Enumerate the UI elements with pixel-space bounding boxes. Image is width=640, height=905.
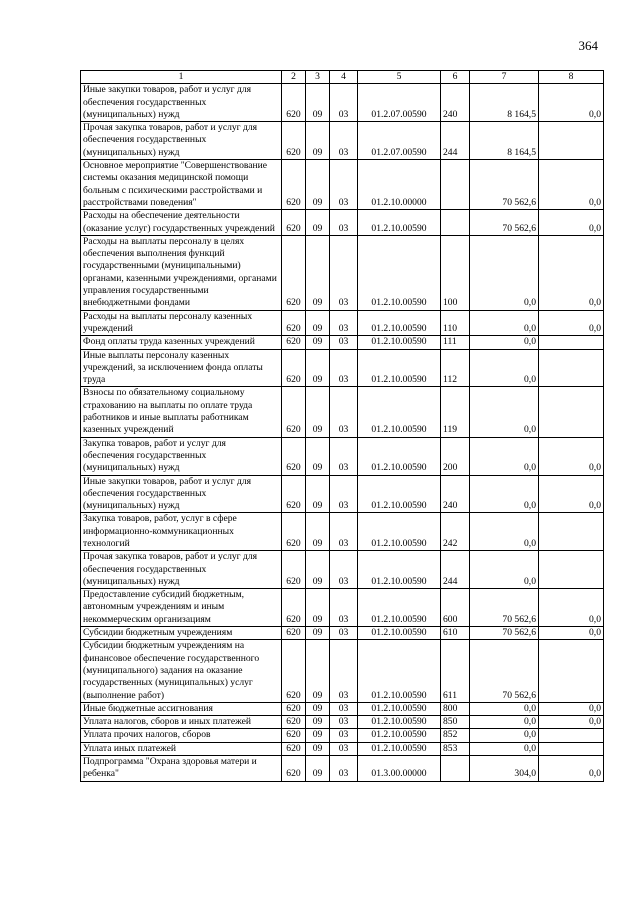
code-2-cell: 620 — [282, 551, 306, 589]
expense-name-cell: Расходы на обеспечение деятельности (оказание услуг) государственных учреждений — [81, 210, 282, 236]
expense-type-cell: 111 — [441, 336, 470, 349]
expense-type-cell: 611 — [441, 640, 470, 702]
table-row — [81, 475, 604, 513]
amount-cell: 70 562,6 — [470, 210, 539, 236]
code-4-cell: 03 — [330, 122, 358, 160]
amount-2-cell — [539, 551, 604, 589]
code-2-cell: 620 — [282, 640, 306, 702]
code-2-cell: 620 — [282, 756, 306, 782]
target-code-cell: 01.2.10.00590 — [358, 716, 441, 729]
expense-type-cell: 800 — [441, 702, 470, 715]
table-row — [81, 235, 604, 310]
amount-2-cell: 0,0 — [539, 84, 604, 122]
expense-name-cell: Иные бюджетные ассигнования — [81, 702, 282, 715]
code-4-cell: 03 — [330, 640, 358, 702]
amount-2-cell: 0,0 — [539, 627, 604, 640]
code-2-cell: 620 — [282, 160, 306, 210]
code-3-cell: 09 — [306, 640, 330, 702]
amount-2-cell: 0,0 — [539, 589, 604, 627]
target-code-cell: 01.2.10.00590 — [358, 551, 441, 589]
target-code-cell: 01.2.07.00590 — [358, 122, 441, 160]
target-code-cell: 01.2.10.00000 — [358, 160, 441, 210]
amount-2-cell: 0,0 — [539, 702, 604, 715]
target-code-cell: 01.2.10.00590 — [358, 310, 441, 336]
amount-2-cell: 0,0 — [539, 716, 604, 729]
target-code-cell: 01.2.10.00590 — [358, 627, 441, 640]
expense-name-cell: Уплата налогов, сборов и иных платежей — [81, 716, 282, 729]
code-4-cell: 03 — [330, 742, 358, 755]
amount-2-cell: 0,0 — [539, 160, 604, 210]
table-body — [81, 84, 604, 781]
expense-name-cell: Субсидии бюджетным учреждениям — [81, 627, 282, 640]
target-code-cell: 01.2.10.00590 — [358, 513, 441, 551]
code-4-cell: 03 — [330, 336, 358, 349]
expense-name-cell: Уплата прочих налогов, сборов — [81, 729, 282, 742]
table-row — [81, 387, 604, 437]
code-4-cell: 03 — [330, 513, 358, 551]
expense-type-cell: 244 — [441, 551, 470, 589]
amount-cell: 0,0 — [470, 551, 539, 589]
target-code-cell: 01.2.10.00590 — [358, 387, 441, 437]
code-3-cell: 09 — [306, 729, 330, 742]
code-4-cell: 03 — [330, 349, 358, 387]
column-header-8: 8 — [539, 71, 604, 84]
table-row — [81, 84, 604, 122]
table-row — [81, 589, 604, 627]
code-2-cell: 620 — [282, 589, 306, 627]
amount-cell: 8 164,5 — [470, 122, 539, 160]
table-row — [81, 702, 604, 715]
table-row — [81, 716, 604, 729]
code-2-cell: 620 — [282, 387, 306, 437]
code-3-cell: 09 — [306, 513, 330, 551]
code-4-cell: 03 — [330, 387, 358, 437]
code-3-cell: 09 — [306, 84, 330, 122]
expense-type-cell: 244 — [441, 122, 470, 160]
target-code-cell: 01.2.10.00590 — [358, 437, 441, 475]
amount-2-cell — [539, 349, 604, 387]
table-row — [81, 437, 604, 475]
amount-cell: 70 562,6 — [470, 640, 539, 702]
column-header-4: 4 — [330, 71, 358, 84]
code-2-cell: 620 — [282, 122, 306, 160]
expense-type-cell: 853 — [441, 742, 470, 755]
expense-type-cell: 119 — [441, 387, 470, 437]
expense-name-cell: Иные закупки товаров, работ и услуг для обеспечения государственных (муниципальных) нужд — [81, 475, 282, 513]
expense-name-cell: Прочая закупка товаров, работ и услуг для обеспечения государственных (муниципальных) нужд — [81, 122, 282, 160]
amount-2-cell — [539, 122, 604, 160]
target-code-cell: 01.2.07.00590 — [358, 84, 441, 122]
amount-2-cell — [539, 729, 604, 742]
column-header-6: 6 — [441, 71, 470, 84]
code-4-cell: 03 — [330, 756, 358, 782]
amount-cell: 0,0 — [470, 437, 539, 475]
amount-cell: 0,0 — [470, 310, 539, 336]
amount-cell: 70 562,6 — [470, 160, 539, 210]
expense-name-cell: Подпрограмма "Охрана здоровья матери и ребенка" — [81, 756, 282, 782]
code-3-cell: 09 — [306, 336, 330, 349]
table-header-row — [81, 71, 604, 84]
table-row — [81, 349, 604, 387]
expense-name-cell: Закупка товаров, работ, услуг в сфере информационно-коммуникационных технологий — [81, 513, 282, 551]
target-code-cell: 01.2.10.00590 — [358, 702, 441, 715]
amount-cell: 0,0 — [470, 702, 539, 715]
expense-type-cell: 610 — [441, 627, 470, 640]
expense-name-cell: Иные закупки товаров, работ и услуг для обеспечения государственных (муниципальных) нужд — [81, 84, 282, 122]
code-3-cell: 09 — [306, 589, 330, 627]
amount-cell: 0,0 — [470, 475, 539, 513]
target-code-cell: 01.2.10.00590 — [358, 589, 441, 627]
code-3-cell: 09 — [306, 716, 330, 729]
expense-name-cell: Расходы на выплаты персоналу в целях обеспечения выполнения функций государственными (муниципальными) органами, казенными учреждениями, органами управления государственными внебюджетными фондами — [81, 235, 282, 310]
code-4-cell: 03 — [330, 551, 358, 589]
amount-cell: 70 562,6 — [470, 627, 539, 640]
expense-name-cell: Предоставление субсидий бюджетным, автономным учреждениям и иным некоммерческим организациям — [81, 589, 282, 627]
amount-2-cell: 0,0 — [539, 235, 604, 310]
target-code-cell: 01.3.00.00000 — [358, 756, 441, 782]
column-header-2: 2 — [282, 71, 306, 84]
amount-cell: 304,0 — [470, 756, 539, 782]
expense-name-cell: Взносы по обязательному социальному страхованию на выплаты по оплате труда работников и иные выплаты работникам казенных учреждений — [81, 387, 282, 437]
amount-2-cell: 0,0 — [539, 310, 604, 336]
expense-type-cell — [441, 210, 470, 236]
amount-cell: 0,0 — [470, 513, 539, 551]
code-3-cell: 09 — [306, 627, 330, 640]
expense-type-cell: 850 — [441, 716, 470, 729]
table-row — [81, 640, 604, 702]
code-2-cell: 620 — [282, 475, 306, 513]
table-row — [81, 122, 604, 160]
amount-cell: 0,0 — [470, 235, 539, 310]
code-2-cell: 620 — [282, 336, 306, 349]
amount-2-cell: 0,0 — [539, 210, 604, 236]
code-3-cell: 09 — [306, 310, 330, 336]
code-3-cell: 09 — [306, 742, 330, 755]
amount-2-cell: 0,0 — [539, 437, 604, 475]
amount-cell: 70 562,6 — [470, 589, 539, 627]
expense-type-cell: 242 — [441, 513, 470, 551]
expense-type-cell: 100 — [441, 235, 470, 310]
column-header-1: 1 — [81, 71, 282, 84]
amount-2-cell: 0,0 — [539, 475, 604, 513]
expense-name-cell: Прочая закупка товаров, работ и услуг для обеспечения государственных (муниципальных) нужд — [81, 551, 282, 589]
target-code-cell: 01.2.10.00590 — [358, 475, 441, 513]
code-3-cell: 09 — [306, 702, 330, 715]
code-4-cell: 03 — [330, 437, 358, 475]
code-3-cell: 09 — [306, 160, 330, 210]
amount-cell: 0,0 — [470, 349, 539, 387]
table-row — [81, 551, 604, 589]
code-4-cell: 03 — [330, 210, 358, 236]
target-code-cell: 01.2.10.00590 — [358, 349, 441, 387]
table-row — [81, 627, 604, 640]
expense-name-cell: Иные выплаты персоналу казенных учреждений, за исключением фонда оплаты труда — [81, 349, 282, 387]
code-3-cell: 09 — [306, 122, 330, 160]
amount-2-cell — [539, 742, 604, 755]
code-2-cell: 620 — [282, 627, 306, 640]
target-code-cell: 01.2.10.00590 — [358, 742, 441, 755]
amount-cell: 0,0 — [470, 742, 539, 755]
amount-cell: 0,0 — [470, 729, 539, 742]
code-3-cell: 09 — [306, 475, 330, 513]
target-code-cell: 01.2.10.00590 — [358, 210, 441, 236]
table-row — [81, 742, 604, 755]
code-3-cell: 09 — [306, 551, 330, 589]
code-4-cell: 03 — [330, 729, 358, 742]
target-code-cell: 01.2.10.00590 — [358, 235, 441, 310]
amount-cell: 0,0 — [470, 716, 539, 729]
code-2-cell: 620 — [282, 437, 306, 475]
code-2-cell: 620 — [282, 84, 306, 122]
amount-cell: 8 164,5 — [470, 84, 539, 122]
table-row — [81, 729, 604, 742]
code-2-cell: 620 — [282, 716, 306, 729]
expense-type-cell — [441, 756, 470, 782]
code-2-cell: 620 — [282, 729, 306, 742]
expense-type-cell: 110 — [441, 310, 470, 336]
code-2-cell: 620 — [282, 513, 306, 551]
amount-2-cell — [539, 513, 604, 551]
amount-2-cell — [539, 640, 604, 702]
target-code-cell: 01.2.10.00590 — [358, 729, 441, 742]
code-2-cell: 620 — [282, 742, 306, 755]
expense-name-cell: Фонд оплаты труда казенных учреждений — [81, 336, 282, 349]
table-row — [81, 336, 604, 349]
budget-table — [80, 70, 604, 782]
column-header-7: 7 — [470, 71, 539, 84]
code-2-cell: 620 — [282, 702, 306, 715]
target-code-cell: 01.2.10.00590 — [358, 336, 441, 349]
amount-cell: 0,0 — [470, 387, 539, 437]
column-header-3: 3 — [306, 71, 330, 84]
expense-name-cell: Субсидии бюджетным учреждениям на финансовое обеспечение государственного (муниципального) задания на оказание государственных (муниципальных) услуг (выполнение работ) — [81, 640, 282, 702]
amount-cell: 0,0 — [470, 336, 539, 349]
table-row — [81, 210, 604, 236]
code-4-cell: 03 — [330, 589, 358, 627]
expense-name-cell: Расходы на выплаты персоналу казенных учреждений — [81, 310, 282, 336]
code-3-cell: 09 — [306, 387, 330, 437]
page-number: 364 — [578, 38, 598, 53]
code-4-cell: 03 — [330, 627, 358, 640]
expense-type-cell — [441, 160, 470, 210]
code-3-cell: 09 — [306, 756, 330, 782]
expense-type-cell: 200 — [441, 437, 470, 475]
expense-type-cell: 240 — [441, 84, 470, 122]
target-code-cell: 01.2.10.00590 — [358, 640, 441, 702]
code-2-cell: 620 — [282, 310, 306, 336]
code-4-cell: 03 — [330, 235, 358, 310]
table-row — [81, 310, 604, 336]
expense-type-cell: 600 — [441, 589, 470, 627]
code-4-cell: 03 — [330, 475, 358, 513]
amount-2-cell — [539, 336, 604, 349]
expense-type-cell: 112 — [441, 349, 470, 387]
expense-type-cell: 852 — [441, 729, 470, 742]
amount-2-cell — [539, 387, 604, 437]
expense-type-cell: 240 — [441, 475, 470, 513]
expense-name-cell: Закупка товаров, работ и услуг для обеспечения государственных (муниципальных) нужд — [81, 437, 282, 475]
code-4-cell: 03 — [330, 310, 358, 336]
amount-2-cell: 0,0 — [539, 756, 604, 782]
column-header-5: 5 — [358, 71, 441, 84]
code-3-cell: 09 — [306, 437, 330, 475]
code-2-cell: 620 — [282, 235, 306, 310]
expense-name-cell: Уплата иных платежей — [81, 742, 282, 755]
code-4-cell: 03 — [330, 702, 358, 715]
table-row — [81, 756, 604, 782]
code-3-cell: 09 — [306, 349, 330, 387]
code-4-cell: 03 — [330, 160, 358, 210]
code-4-cell: 03 — [330, 716, 358, 729]
table-row — [81, 160, 604, 210]
code-3-cell: 09 — [306, 210, 330, 236]
code-3-cell: 09 — [306, 235, 330, 310]
code-2-cell: 620 — [282, 349, 306, 387]
code-2-cell: 620 — [282, 210, 306, 236]
expense-name-cell: Основное мероприятие "Совершенствование системы оказания медицинской помощи больным с психическими расстройствами и расстройствами поведения" — [81, 160, 282, 210]
table-row — [81, 513, 604, 551]
code-4-cell: 03 — [330, 84, 358, 122]
